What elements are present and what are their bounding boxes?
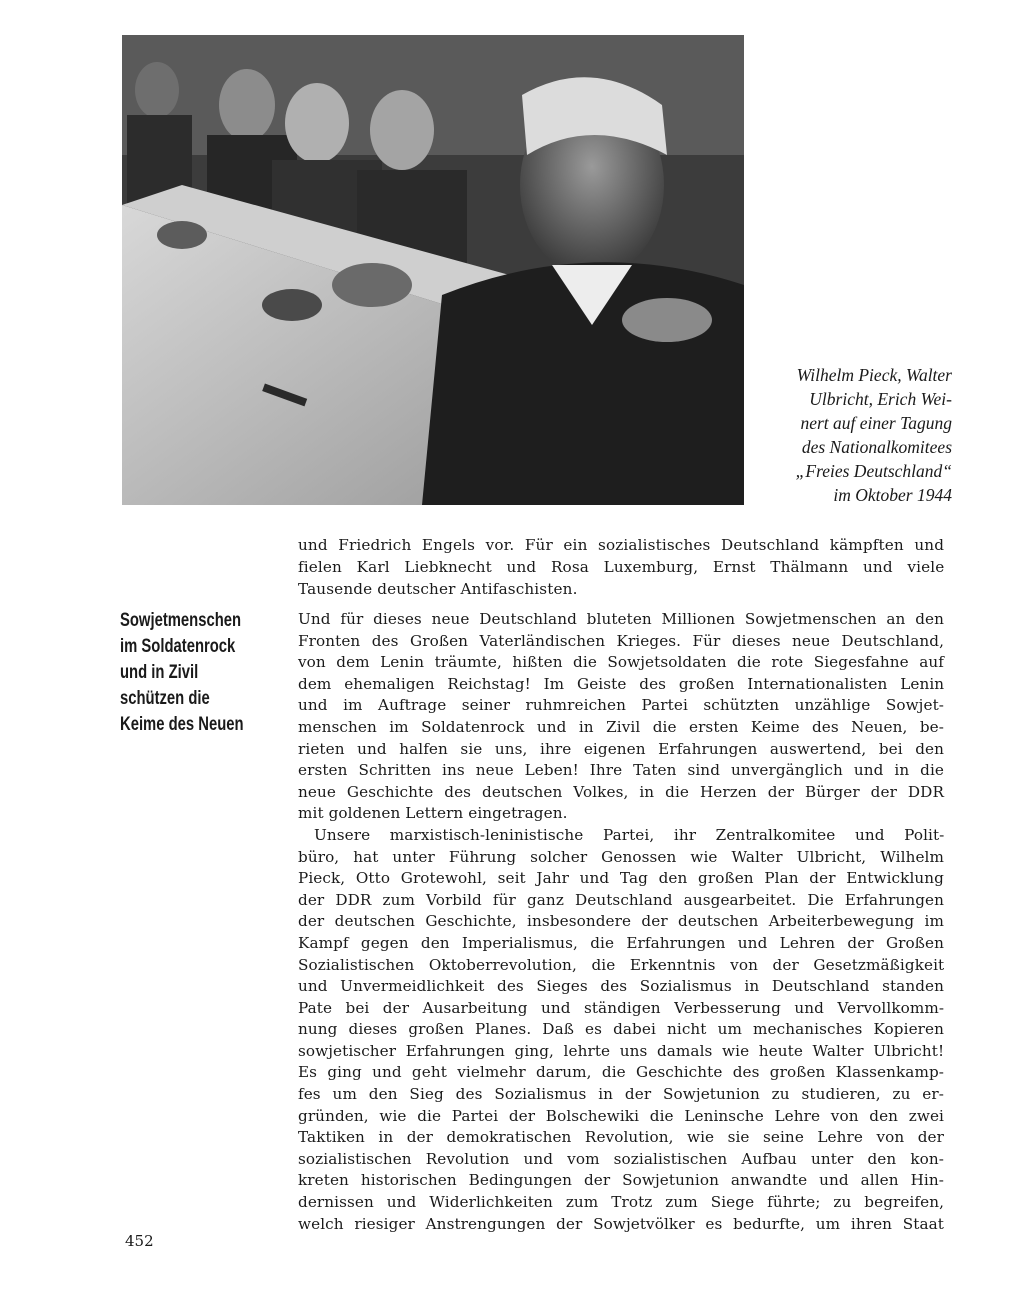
text-line: Kampf gegen den Imperialismus, die Erfahrungen und Lehren der Großen xyxy=(298,933,944,952)
text-line: sozialistischen Revolution und vom sozialistischen Aufbau unter den kon- xyxy=(298,1149,944,1168)
text-line: Tausende deutscher Antifaschisten. xyxy=(298,579,578,598)
side-heading-line: im Soldatenrock xyxy=(120,636,236,657)
caption-line: des Nationalkomitees xyxy=(801,437,952,457)
meeting-photo xyxy=(122,35,744,505)
page-number: 452 xyxy=(125,1232,154,1250)
side-heading-line: Keime des Neuen xyxy=(120,714,244,735)
text-line: fes um den Sieg des Sozialismus in der Sowjetunion zu studieren, zu er- xyxy=(298,1085,944,1104)
text-line: rieten und halfen sie uns, ihre eigenen Erfahrungen auswertend, bei den xyxy=(298,739,945,758)
intro-paragraph xyxy=(298,535,944,600)
caption-line: Wilhelm Pieck, Walter xyxy=(796,365,952,385)
text-line: Und für dieses neue Deutschland bluteten Millionen Sowjetmenschen an den xyxy=(298,610,944,628)
text-line: von dem Lenin träumte, hißten die Sowjetsoldaten die rote Siegesfahne auf xyxy=(298,653,944,672)
text-line: dem ehemaligen Reichstag! Im Geiste des großen Internationalisten Lenin xyxy=(298,674,945,693)
text-line: und im Auftrage seiner ruhmreichen Partei schützten unzählige Sowjet- xyxy=(298,696,944,715)
photo-caption xyxy=(752,363,952,507)
paragraph xyxy=(298,1062,944,1235)
paragraph xyxy=(298,609,944,825)
text-line: Pieck, Otto Grotewohl, seit Jahr und Tag den großen Plan der Entwicklung xyxy=(298,869,944,888)
text-line: Unsere marxistisch-leninistische Partei, ihr Zentralkomitee und Polit- xyxy=(314,825,945,844)
text-line: welch riesiger Anstrengungen der Sowjetvölker es bedurfte, um ihren Staat xyxy=(298,1214,944,1233)
text-line: ersten Schritten ins neue Leben! Ihre Taten sind unvergänglich und in die xyxy=(298,761,944,780)
text-line: und Unvermeidlichkeit des Sieges des Sozialismus in Deutschland standen xyxy=(298,977,944,996)
photo-illustration xyxy=(122,35,744,505)
side-heading xyxy=(120,608,280,738)
text-line: nung dieses großen Planes. Daß es dabei nicht um mechanisches Kopieren xyxy=(298,1020,944,1039)
text-line: menschen im Soldatenrock und in Zivil die ersten Keime des Neuen, be- xyxy=(298,717,944,736)
text-line: und Friedrich Engels vor. Für ein sozialistisches Deutschland kämpften und xyxy=(298,536,945,554)
body-text xyxy=(298,609,944,1235)
text-line: dernissen und Widerlichkeiten zum Trotz zum Siege führte; zu begreifen, xyxy=(298,1193,945,1212)
caption-line: „Freies Deutschland“ xyxy=(795,461,952,481)
text-line: der DDR zum Vorbild für ganz Deutschland ausgearbeitet. Die Erfahrungen xyxy=(298,890,944,909)
text-line: Fronten des Großen Vaterländischen Krieges. Für dieses neue Deutschland, xyxy=(298,631,944,650)
text-line: der deutschen Geschichte, insbesondere der deutschen Arbeiterbewegung im xyxy=(298,912,945,931)
side-heading-line: schützen die xyxy=(120,688,210,709)
text-line: fielen Karl Liebknecht und Rosa Luxemburg, Ernst Thälmann und viele xyxy=(298,557,945,576)
text-line: sowjetischer Erfahrungen ging, lehrte uns damals wie heute Walter Ulbricht! xyxy=(298,1041,945,1060)
caption-line: Ulbricht, Erich Wei- xyxy=(809,389,952,409)
text-line: büro, hat unter Führung solcher Genossen wie Walter Ulbricht, Wilhelm xyxy=(298,847,944,866)
text-line: Es ging und geht vielmehr darum, die Geschichte des großen Klassenkamp- xyxy=(298,1063,944,1082)
text-line: Pate bei der Ausarbeitung und ständigen Verbesserung und Vervollkomm- xyxy=(298,998,945,1017)
side-heading-line: Sowjetmenschen xyxy=(120,610,242,631)
text-line: mit goldenen Lettern eingetragen. xyxy=(298,804,568,823)
text-line: neue Geschichte des deutschen Volkes, in die Herzen der Bürger der DDR xyxy=(298,782,944,801)
text-line: Taktiken in der demokratischen Revolution, wie sie seine Lehre von der xyxy=(298,1128,944,1147)
text-line: gründen, wie die Partei der Bolschewiki die Leninsche Lehre von den zwei xyxy=(298,1106,944,1125)
paragraph xyxy=(298,825,944,1063)
text-line: kreten historischen Bedingungen der Sowjetunion anwandte und allen Hin- xyxy=(298,1171,944,1190)
caption-line: im Oktober 1944 xyxy=(833,485,952,505)
text-line: Sozialistischen Oktoberrevolution, die Erkenntnis von der Gesetzmäßigkeit xyxy=(298,955,945,974)
side-heading-line: und in Zivil xyxy=(120,662,199,683)
caption-line: nert auf einer Tagung xyxy=(800,413,952,433)
